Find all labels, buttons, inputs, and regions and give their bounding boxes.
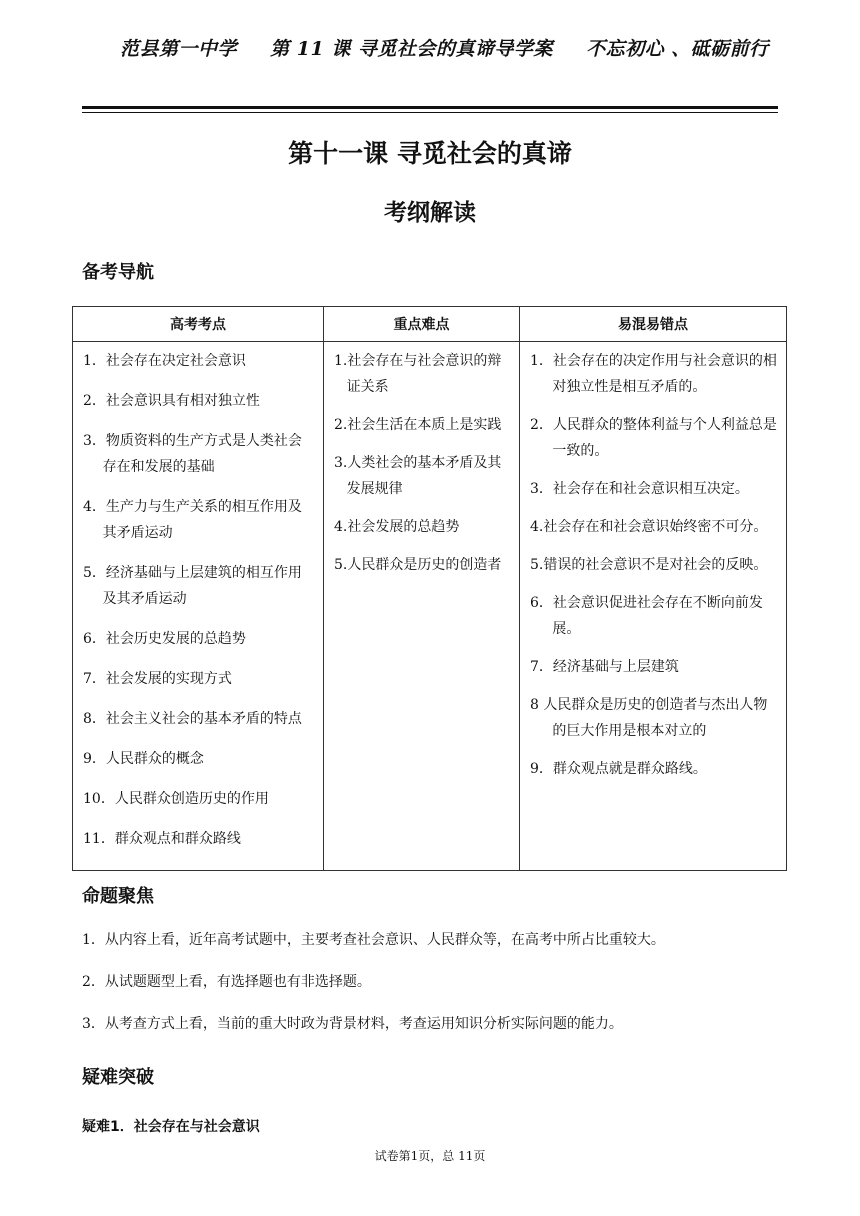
list-item: 4.社会存在和社会意识始终密不可分。	[530, 519, 768, 535]
column-header-exam-points: 高考考点	[73, 307, 324, 342]
difficulty-item: 疑难1．社会存在与社会意识	[82, 1119, 260, 1135]
page-footer: 试卷第1页，总 11页	[374, 1149, 486, 1163]
column-header-confusing-points: 易混易错点	[520, 307, 787, 342]
list-item: 5.人民群众是历史的创造者	[334, 557, 502, 573]
table-row	[73, 342, 787, 871]
list-item: 3．社会存在和社会意识相互决定。	[530, 481, 749, 497]
list-item: 8 人民群众是历史的创造者与杰出人物的巨大作用是根本对立的	[530, 697, 768, 739]
list-item: 4．生产力与生产关系的相互作用及其矛盾运动	[83, 499, 302, 541]
list-item: 4.社会发展的总趋势	[334, 519, 460, 535]
list-item: 2．人民群众的整体利益与个人利益总是一致的。	[530, 417, 777, 459]
list-item: 3．从考查方式上看，当前的重大时政为背景材料，考查运用知识分析实际问题的能力。	[82, 1016, 623, 1032]
list-item: 2．社会意识具有相对独立性	[83, 393, 260, 409]
section-proposition-focus-heading: 命题聚焦	[82, 886, 154, 907]
list-item: 2.社会生活在本质上是实践	[334, 417, 502, 433]
header-school: 范县第一中学	[120, 38, 238, 60]
header-motto: 不忘初心 、砥砺前行	[586, 38, 769, 60]
page-title: 第十一课 寻觅社会的真谛	[288, 139, 572, 168]
column-header-key-points: 重点难点	[324, 307, 520, 342]
list-item: 11．群众观点和群众路线	[83, 831, 241, 847]
list-item: 5．经济基础与上层建筑的相互作用及其矛盾运动	[83, 565, 302, 607]
proposition-focus-list	[82, 930, 665, 1056]
list-item: 1．从内容上看，近年高考试题中，主要考查社会意识、人民群众等，在高考中所占比重较大。	[82, 932, 665, 948]
list-item: 3．物质资料的生产方式是人类社会存在和发展的基础	[83, 433, 302, 475]
section-prep-nav-heading: 备考导航	[82, 262, 154, 283]
list-item: 6．社会历史发展的总趋势	[83, 631, 246, 647]
header-rule-thin	[82, 112, 778, 113]
confusing-points-cell	[520, 342, 787, 871]
page-header	[120, 34, 820, 61]
confusing-points-list	[530, 348, 778, 782]
list-item: 7．经济基础与上层建筑	[530, 659, 679, 675]
exam-points-list	[83, 348, 315, 852]
section-breakthrough-heading: 疑难突破	[82, 1067, 154, 1088]
list-item: 1．社会存在的决定作用与社会意识的相对独立性是相互矛盾的。	[530, 353, 777, 395]
list-item: 9．人民群众的概念	[83, 751, 204, 767]
table-header-row	[73, 307, 787, 342]
list-item: 7．社会发展的实现方式	[83, 671, 232, 687]
list-item: 8．社会主义社会的基本矛盾的特点	[83, 711, 302, 727]
prep-nav-table	[72, 306, 787, 871]
key-points-list	[334, 348, 511, 578]
header-rule-thick	[82, 106, 778, 109]
list-item: 1．社会存在决定社会意识	[83, 353, 246, 369]
list-item: 2．从试题题型上看，有选择题也有非选择题。	[82, 974, 371, 990]
header-lesson: 第 11 课 寻觅社会的真谛导学案	[270, 38, 553, 60]
list-item: 1.社会存在与社会意识的辩证关系	[334, 353, 502, 395]
list-item: 10．人民群众创造历史的作用	[83, 791, 269, 807]
list-item: 6．社会意识促进社会存在不断向前发展。	[530, 595, 763, 637]
page-subtitle: 考纲解读	[384, 200, 476, 226]
list-item: 9．群众观点就是群众路线。	[530, 761, 707, 777]
key-points-cell	[324, 342, 520, 871]
list-item: 3.人类社会的基本矛盾及其发展规律	[334, 455, 502, 497]
list-item: 5.错误的社会意识不是对社会的反映。	[530, 557, 768, 573]
exam-points-cell	[73, 342, 324, 871]
